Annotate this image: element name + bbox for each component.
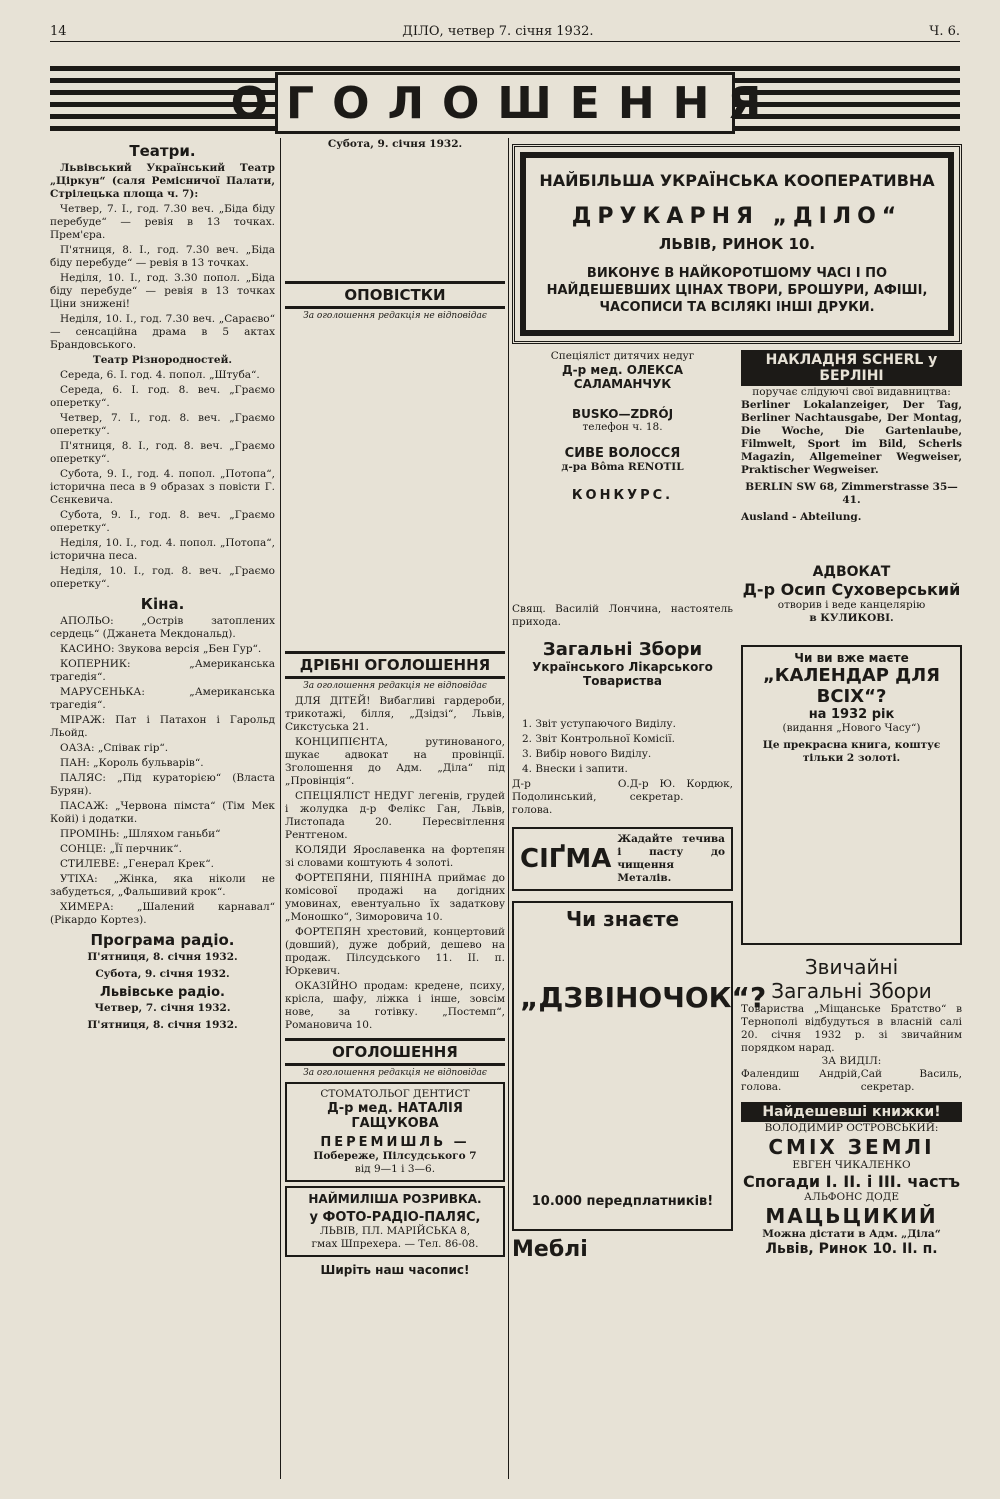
notices-heading: ОПОВІСТКИ — [285, 281, 505, 309]
column-ads — [512, 138, 962, 1479]
column-rule — [508, 138, 509, 1479]
cinema-line: АПОЛЬО: „Острів затоплених сердець“ (Джанета Мекдональд). — [50, 615, 275, 640]
printing-house-ad — [512, 144, 962, 344]
radio-heading: Програма радіо. — [90, 931, 235, 949]
disclaimer: За оголошення редакція не відповідає — [303, 1068, 487, 1078]
classified-ad: СПЕЦІЯЛІСТ НЕДУГ легенів, грудей і жолудка д-р Фелікс Ган, Львів, Листопада 20. Пересвітлення Рентгеном. — [285, 790, 505, 841]
cinema-line: ХИМЕРА: „Шалений карнавал“ (Рікардо Кортез). — [50, 901, 275, 926]
small-ads-heading: ДРІБНІ ОГОЛОШЕННЯ — [285, 651, 505, 679]
cinema-heading: Кіна. — [140, 595, 185, 613]
theatre-line: П'ятниця, 8. І., год. 7.30 веч. „Біда біду перебуде“ — ревія в 13 точках. — [50, 244, 275, 269]
book-author: ЕВГЕН ЧИКАЛЕНКО — [792, 1159, 911, 1171]
cinema-line: УТІХА: „Жінка, яка ніколи не забудеться, „Фальшивий крок“. — [50, 873, 275, 898]
theatre-name: Львівський Український Театр „Ціркун“ (саля Ремісничої Палати, Стрілецька площа ч. 7): — [50, 162, 275, 200]
calendar-question: Чи ви вже маєте — [794, 651, 909, 665]
assembly-point: 4. Внески і запити. — [522, 763, 628, 775]
classified-ad: КОНЦИПІЄНТА, рутинованого, шукає адвокат на провінції. Зголошення до Адм. „Діла“ під „Провінція“. — [285, 736, 505, 787]
cinema-listing — [50, 615, 275, 927]
classified-ad: ФОРТЕПЯН хрестовий, концертовий (довший), дуже добрий, дешево на продаж. Пілсудського 11. II. п. Юркевич. — [285, 926, 505, 977]
theatre-line: Четвер, 7. І., год. 8. веч. „Граємо оперетку“. — [50, 412, 275, 437]
assembly-sign-left: Д-р О. Подолинський, голова. — [512, 778, 630, 816]
lawyer-city: в КУЛИКОВІ. — [809, 612, 894, 624]
column-theatre-radio — [50, 138, 275, 1479]
meeting-sign-left: Фалендиш Андрій, голова. — [741, 1068, 861, 1093]
dentist-city: ПЕРЕМИШЛЬ — — [320, 1135, 470, 1150]
masthead — [50, 62, 960, 142]
contest-sign: Свящ. Василій Лончина, настоятель прихода. — [512, 603, 733, 628]
druk-line2: ДРУКАРНЯ „ДІЛО“ — [571, 204, 903, 229]
scherl-foreign: Ausland - Abteilung. — [741, 511, 862, 523]
cinema-line: КОПЕРНИК: „Американська трагедія“. — [50, 658, 275, 683]
two-column-ads — [512, 350, 962, 1262]
column-rule — [280, 138, 281, 1479]
theatre-line: П'ятниця, 8. І., год. 8. веч. „Граємо оперетку“. — [50, 440, 275, 465]
lviv-radio-heading: Львівське радіо. — [100, 985, 225, 1000]
scherl-subtitle: поручає слідуючі свої видавництва: — [752, 386, 951, 398]
spread-paper-slogan: Ширіть наш часопис! — [320, 1263, 470, 1277]
assembly-subtitle: Українського Лікарського Товариства — [532, 660, 713, 688]
radio-date: Четвер, 7. січня 1932. — [94, 1002, 231, 1014]
theatre-line: Четвер, 7. І., год. 7.30 веч. „Біда біду перебуде“ — ревія в 13 точках. Прем'єра. — [50, 203, 275, 241]
fun-title: НАЙМИЛІША РОЗРИВКА. — [308, 1192, 482, 1206]
assembly-sign-right: Д-р Ю. Кордюк, секретар. — [629, 778, 733, 803]
assembly-point: 2. Звіт Контрольної Комісії. — [522, 733, 675, 745]
radio-date: Субота, 9. січня 1932. — [95, 968, 230, 980]
dentist-ad — [285, 1082, 505, 1182]
theatre-line: Середа, 6. І. год. 4. попол. „Штуба“. — [60, 369, 260, 381]
classified-ad: ОКАЗІЙНО продам: кредене, психу, крісла, шафу, ліжка і інше, зовсім нове, за готівку. „Постемп“, Романовича 10. — [285, 980, 505, 1031]
assembly-signatures — [512, 778, 733, 817]
foto-building: гмах Шпрехера. — Тел. 86-08. — [311, 1238, 479, 1250]
calendar-price: Це прекрасна книга, коштує тільки 2 золоті. — [762, 739, 941, 764]
assembly-point: 3. Вибір нового Виділу. — [522, 748, 652, 760]
sigma-brand: СІҐМА — [520, 844, 612, 874]
foto-name: у ФОТО-РАДІО-ПАЛЯС, — [309, 1210, 481, 1225]
druk-line1: НАЙБІЛЬША УКРАЇНСЬКА КООПЕРАТИВНА — [539, 171, 935, 190]
meeting-line2: Загальні Збори — [771, 979, 932, 1003]
disclaimer: За оголошення редакція не відповідає — [303, 681, 487, 691]
scherl-address: BERLIN SW 68, Zimmerstrasse 35—41. — [745, 481, 958, 506]
scherl-title: НАКЛАДНЯ SCHERL у БЕРЛІНІ — [741, 350, 962, 386]
doctor-place: BUSKO—ZDRÓJ — [571, 407, 674, 421]
cinema-line: ПРОМІНЬ: „Шляхом ганьби“ — [60, 828, 221, 840]
classified-ad: КОЛЯДИ Ярославенка на фортепян зі словами коштують 4 золоті. — [285, 844, 505, 869]
book-author: АЛЬФОНС ДОДЕ — [804, 1191, 899, 1203]
dentist-title: СТОМАТОЛЬОГ ДЕНТИСТ — [320, 1088, 470, 1100]
dzvinochok-ad — [512, 901, 767, 1231]
dzvinochok-title: „ДЗВІНОЧОК“? — [520, 981, 767, 1014]
radio-date: П'ятниця, 8. січня 1932. — [87, 1019, 238, 1031]
theatre-line: Субота, 9. І., год. 4. попол. „Потопа“, історична песа в 9 образах з повісти Г. Сєнкевича. — [50, 468, 275, 506]
right-ads — [741, 350, 962, 1262]
meeting-signatures — [741, 1068, 962, 1094]
calendar-title: „КАЛЕНДАР ДЛЯ ВСІХ“? — [762, 665, 941, 707]
book-title: СМІХ ЗЕМЛІ — [768, 1135, 935, 1159]
assembly-point: 1. Звіт уступаючого Виділу. — [522, 718, 676, 730]
page-number: 14 — [50, 24, 67, 39]
scherl-list: Berliner Lokalanzeiger, Der Tag, Berliner Nachtausgabe, Der Montag, Die Woche, Die Gartenlaube, Filmwelt, Sport im Bild, Scherls Magazin, Allgemeiner Wegweiser, Praktischer Wegweiser. — [741, 399, 962, 476]
assembly-title: Загальні Збори — [542, 639, 703, 660]
left-ads — [512, 350, 767, 1262]
cinema-line: СТИЛЕВЕ: „Генерал Крек“. — [60, 858, 215, 870]
meeting-sign-right: Сай Василь, секретар. — [860, 1068, 962, 1093]
book-title: МАЦЬЦИКИЙ — [765, 1204, 938, 1228]
classified-ad: ДЛЯ ДІТЕЙ! Вибагливі гардероби, трикотажі, білля, „Дзідзі“, Львів, Сикстуська 21. — [285, 695, 505, 733]
cinema-line: СОНЦЕ: „Її перчник“. — [60, 843, 182, 855]
disclaimer: За оголошення редакція не відповідає — [303, 311, 487, 321]
meeting-text: Товариства „Міщанське Братство“ в Тернополі відбудуться в власній салі 20. січня 1932 р. зі звичайним порядком нарад. — [741, 1003, 962, 1054]
cinema-line: ОАЗА: „Співак гір“. — [60, 742, 169, 754]
column-notices — [285, 138, 505, 1479]
cinema-line: ПАСАЖ: „Червона пімста“ (Тім Мек Койі) і додатки. — [50, 800, 275, 825]
cinema-line: МІРАЖ: Пат і Патахон і Гарольд Льойд. — [50, 714, 275, 739]
theatres-heading: Театри. — [129, 142, 196, 160]
dzvinochok-question: Чи знаєте — [565, 907, 680, 931]
doctor-phone: телефон ч. 18. — [582, 421, 663, 433]
doctor-spec: Спеціяліст дитячих недуг — [550, 350, 695, 362]
book-author: ВОЛОДИМИР ОСТРОВСЬКИЙ: — [764, 1122, 939, 1134]
furniture-brand: Меблі — [512, 1237, 588, 1262]
calendar-year: на 1932 рік — [808, 707, 895, 722]
dentist-street: Побереже, Пілсудського 7 — [313, 1150, 477, 1162]
doctor-name: Д-р мед. ОЛЕКСА САЛАМАНЧУК — [561, 363, 684, 391]
cinema-line: ПАН: „Король бульварів“. — [60, 757, 204, 769]
book-title: Спогади I. II. і III. частъ — [743, 1172, 960, 1191]
theatre-listing — [50, 162, 275, 591]
issue-number: Ч. 6. — [929, 24, 960, 39]
grey-hair-product: д-ра Вôma RENOTIL — [561, 461, 684, 473]
radio-date: П'ятниця, 8. січня 1932. — [87, 951, 238, 963]
theatre-line: Неділя, 10. І., год. 4. попол. „Потопа“, історична песа. — [50, 537, 275, 562]
lawyer-text: отворив і веде канцелярію — [777, 599, 926, 611]
foto-radio-ad — [285, 1186, 505, 1257]
sigma-ad — [512, 827, 733, 891]
meeting-for: ЗА ВИДІЛ: — [821, 1055, 882, 1067]
ads-heading: ОГОЛОШЕННЯ — [285, 1038, 505, 1066]
lawyer-name: Д-р Осип Суховерський — [742, 580, 961, 599]
foto-address: ЛЬВІВ, ПЛ. МАРІЙСЬКА 8, — [319, 1225, 471, 1237]
page-header — [50, 24, 960, 42]
cinema-line: КАСИНО: Звукова версія „Бен Гур“. — [60, 643, 262, 655]
dentist-hours: від 9—1 і 3—6. — [354, 1163, 436, 1175]
theatre-line: Субота, 9. І., год. 8. веч. „Граємо оперетку“. — [50, 509, 275, 534]
theatre-line: Неділя, 10. І., год. 8. веч. „Граємо оперетку“. — [50, 565, 275, 590]
calendar-publisher: (видання „Нового Часу“) — [782, 722, 921, 734]
masthead-title: ОГОЛОШЕННЯ — [275, 72, 735, 134]
books-heading: Найдешевші книжки! — [741, 1102, 962, 1122]
druk-line3: ЛЬВІВ, РИНОК 10. — [658, 235, 816, 253]
books-get: Можна дістати в Адм. „Діла“ — [762, 1228, 941, 1240]
radio-date: Субота, 9. січня 1932. — [327, 138, 463, 150]
assembly-points — [512, 718, 733, 776]
classified-ad: ФОРТЕПЯНИ, ПІЯНІНА приймає до комісової продажі на догідних умовинах, евентуально їх задаткову „Моношко“, Зиморовича 10. — [285, 872, 505, 923]
druk-line4: ВИКОНУЄ В НАЙКОРОТШОМУ ЧАСІ І ПО НАЙДЕШЕВШИХ ЦІНАХ ТВОРИ, БРОШУРИ, АФІШІ, ЧАСОПИСИ ТА ВСІЛЯКІ ІНШІ ДРУКИ. — [546, 266, 928, 315]
dentist-name: Д-р мед. НАТАЛІЯ ГАЩУКОВА — [327, 1101, 463, 1131]
calendar-ad — [741, 645, 962, 945]
books-address: Львів, Ринок 10. II. п. — [765, 1241, 938, 1257]
newspaper-dateline: ДІЛО, четвер 7. січня 1932. — [402, 24, 594, 39]
small-ads-list — [285, 695, 505, 1032]
theatre-name: Театр Різнородностей. — [92, 354, 233, 366]
theatre-line: Неділя, 10. І., год. 7.30 веч. „Сараєво“ — сенсаційна драма в 5 актах Брандовського. — [50, 313, 275, 351]
theatre-line: Середа, 6. І. год. 8. веч. „Граємо оперетку“. — [50, 384, 275, 409]
grey-hair-title: СИВЕ ВОЛОССЯ — [564, 446, 681, 461]
contest-title: КОНКУРС. — [571, 488, 674, 503]
sigma-slogan: Жадайте течива і пасту до чищення Металів. — [617, 833, 725, 884]
theatre-line: Неділя, 10. І., год. 3.30 попол. „Біда біду перебуде“ — ревія в 13 точках Ціни знижені! — [50, 272, 275, 310]
lawyer-title: АДВОКАТ — [812, 564, 891, 580]
meeting-line1: Звичайні — [804, 955, 899, 979]
cinema-line: ПАЛЯС: „Під кураторією“ (Власта Бурян). — [50, 772, 275, 797]
cinema-line: МАРУСЕНЬКА: „Американська трагедія“. — [50, 686, 275, 711]
dzvinochok-count: 10.000 передплатників! — [531, 1194, 714, 1209]
